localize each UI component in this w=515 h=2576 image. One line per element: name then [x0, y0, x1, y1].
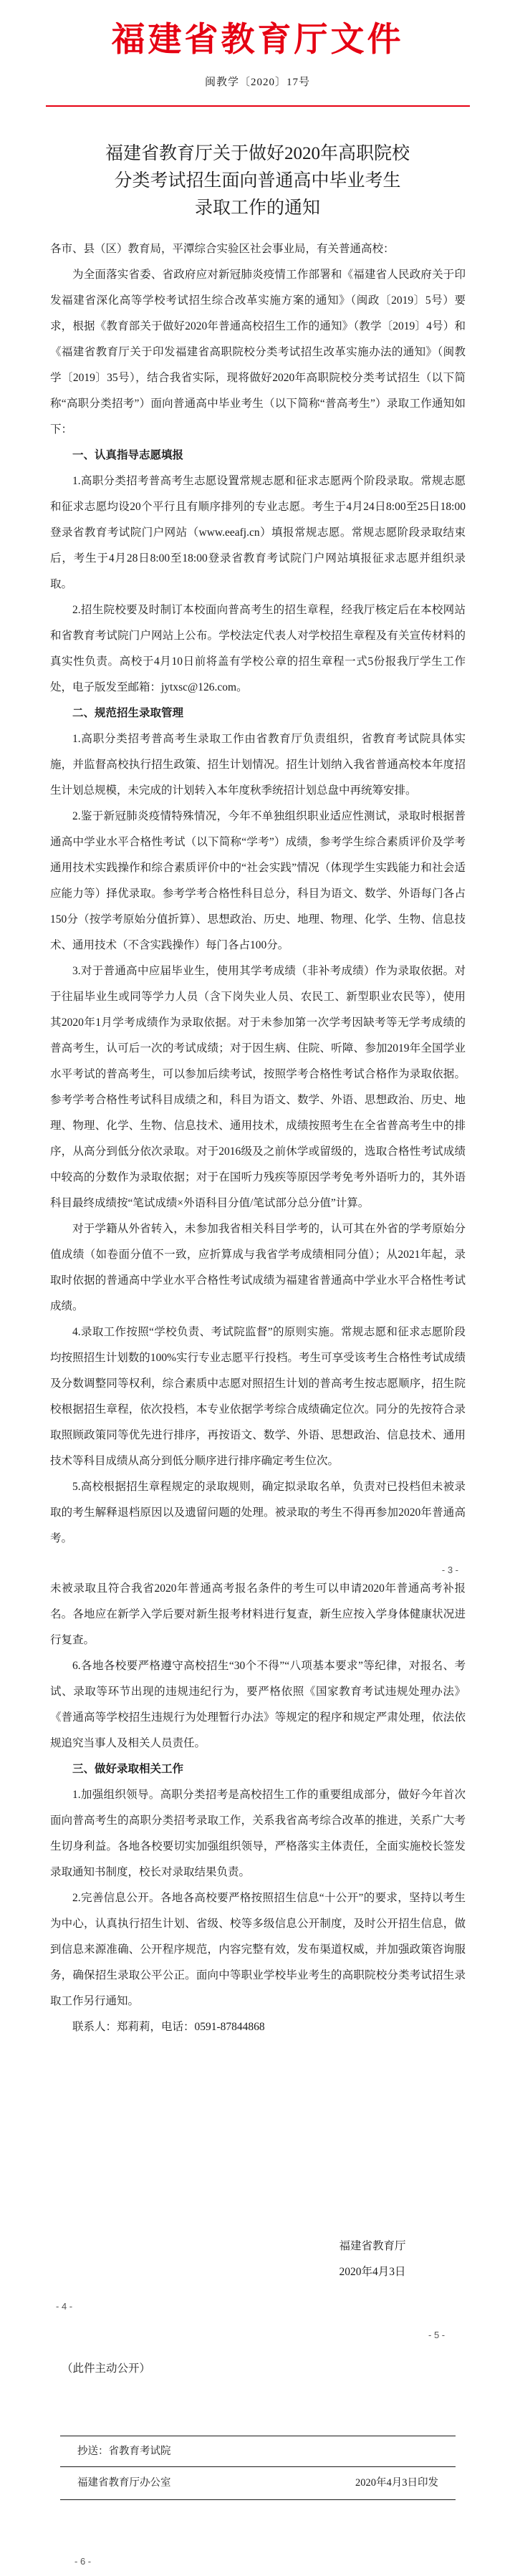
paragraph: 1.高职分类招考普高考生志愿设置常规志愿和征求志愿两个阶段录取。常规志愿和征求志愿均设20个平行且有顺序排列的专业志愿。考生于4月24日8:00至25日18:00登录省教育考试院门户网站（www.eeafj.cn）填报常规志愿。常规志愿阶段录取结束后，考生于4月28日8:00至18:00登录省教育考试院门户网站填报征求志愿并组织录取。 [50, 475, 466, 590]
doc-title: 福建省教育厅文件 [111, 20, 404, 59]
footer-cc: 抄送：省教育考试院 [77, 2446, 171, 2457]
paragraph: 3.对于普通高中应届毕业生，使用其学考成绩（非补考成绩）作为录取依据。对于往届毕业生或同等学力人员（含下岗失业人员、农民工、新型职业农民等），使用其2020年1月学考成绩作为录取依据。对于未参加第一次学考因缺考等无学考成绩的普高考生，认可后一次的考试成绩；对于因生病、住院、听障、参加2019年全国学业水平考试的普高考生，可以参加后续考试，按照学考合格性考试合格作为录取依据。参考学考合格性考试科目成绩之和，科目为语文、数学、外语、思想政治、历史、地理、物理、化学、生物、信息技术、通用技术，成绩按照考生在全省普高考生中的排序，从高分到低分依次录取。对于2016级及之前休学或留级的，选取合格性考试成绩中较高的分数作为录取依据；对于在国听力残疾等原因学考免考外语听力的，其外语科目最终成绩按“笔试成绩×外语科目分值/笔试部分总分值”计算。 [50, 965, 466, 1209]
footer-date: 2020年4月3日印发 [355, 2477, 438, 2489]
page-number: - 6 - [74, 2556, 92, 2567]
section-heading: 一、认真指导志愿填报 [72, 449, 184, 461]
doc-header [0, 0, 515, 107]
paragraph: 6.各地各校要严格遵守高校招生“30个不得”“八项基本要求”等纪律，对报名、考试、录取等环节出现的违规违纪行为，要严格依照《国家教育考试违规处理办法》《普通高等学校招生违规行为处理暂行办法》等规定的程序和规定严肃处理，依法依规追究当事人及相关人员责任。 [50, 1660, 466, 1749]
paragraph: 1.加强组织领导。高职分类招考是高校招生工作的重要组成部分，做好今年首次面向普高考生的高职分类招考录取工作，关系我省高考综合改革的推进，关系广大考生切身利益。各地各校要切实加强组织领导，严格落实主体责任，全面实施校长签发录取通知书制度，校长对录取结果负责。 [50, 1789, 466, 1878]
footer-divider [60, 2466, 456, 2467]
section-heading: 三、做好录取相关工作 [72, 1763, 184, 1775]
notice-body [50, 236, 466, 2040]
issuance-footer [60, 2436, 456, 2500]
paragraph: 未被录取且符合我省2020年普通高考报名条件的考生可以申请2020年普通高考补报名。各地应在新学入学后要对新生报考材料进行复查，新生应按入学身体健康状况进行复查。 [50, 1582, 466, 1646]
notice-title [0, 140, 515, 222]
addressee: 各市、县（区）教育局，平潭综合实验区社会事业局，有关普通高校： [50, 243, 395, 255]
page-number: - 5 - [428, 2330, 446, 2340]
doc-number: 闽教学〔2020〕17号 [204, 77, 310, 88]
paragraph: 2.完善信息公开。各地各高校要严格按照招生信息“十公开”的要求，坚持以考生为中心，认真执行招生计划、省级、校等多级信息公开制度，及时公开招生信息，做到信息来源准确、公开程序规范，内容完整有效，发布渠道权威，并加强政策咨询服务，确保招生录取公平公正。面向中等职业学校毕业考生的高职院校分类考试招生录取工作另行通知。 [50, 1892, 466, 2007]
page-number: - 4 - [56, 2301, 73, 2312]
signature-org: 福建省教育厅 [339, 2240, 406, 2252]
page-break [50, 1552, 466, 1576]
paragraph: 4.录取工作按照“学校负责、考试院监督”的原则实施。常规志愿和征求志愿阶段均按照招生计划数的100%实行专业志愿平行投档。考生可享受该考生合格性考试成绩及分数调整同等权利，综合素质中志愿对照招生计划的普高考生按志愿顺序，招生院校根据招生章程，依次投档，本专业依据学考综合成绩确定位次。同分的先按符合录取照顾政策同等优先进行排序，再按语文、数学、外语、思想政治、信息技术、通用技术等科目成绩从高分到低分顺序进行排序确定考生位次。 [50, 1326, 466, 1467]
notice-title-line: 录取工作的通知 [194, 198, 320, 218]
paragraph: 5.高校根据招生章程规定的录取规则，确定拟录取名单，负责对已投档但未被录取的考生解释退档原因以及遗留问题的处理。被录取的考生不得再参加2020年普通高考。 [50, 1481, 466, 1544]
paragraph: 2.鉴于新冠肺炎疫情特殊情况，今年不单独组织职业适应性测试，录取时根据普通高中学业水平合格性考试（以下简称“学考”）成绩，参考学生综合素质评价及学考通用技术实践操作和综合素质评价中的“社会实践”情况（体现学生实践能力和社会适应能力等）择优录取。参考学考合格性科目总分，科目为语文、数学、外语每门各占150分（按学考原始分值折算）、思想政治、历史、地理、物理、化学、生物、信息技术、通用技术（不含实践操作）每门各占100分。 [50, 810, 466, 951]
public-note: （此件主动公开） [62, 2363, 151, 2375]
paragraph: 1.高职分类招考普高考生录取工作由省教育厅负责组织，省教育考试院具体实施，并监督高校执行招生政策、招生计划情况。招生计划纳入我省普通高校本年度招生计划总规模，未完成的计划转入本年度秋季统招计划总盘中再统筹安排。 [50, 733, 466, 797]
paragraph: 对于学籍从外省转入，未参加我省相关科目学考的，认可其在外省的学考原始分值成绩（如卷面分值不一致，应折算成与我省学考成绩相同分值）；从2021年起，录取时依据的普通高中学业水平合格性考试成绩为福建省普通高中学业水平合格性考试成绩。 [50, 1223, 466, 1312]
notice-title-line: 福建省教育厅关于做好2020年高职院校 [105, 144, 410, 163]
notice-title-line: 分类考试招生面向普通高中毕业考生 [114, 171, 401, 191]
red-divider [46, 105, 470, 107]
intro-paragraph: 为全面落实省委、省政府应对新冠肺炎疫情工作部署和《福建省人民政府关于印发福建省深化高等学校考试招生综合改革实施方案的通知》（闽政〔2019〕5号）要求，根据《教育部关于做好2020年普通高校招生工作的通知》（教学〔2019〕4号）和《福建省教育厅关于印发福建省高职院校分类考试招生改革实施办法的通知》（闽教学〔2019〕35号），结合我省实际，现将做好2020年高职院校分类考试招生（以下简称“高职分类招考”）面向普通高中毕业考生（以下简称“普高考生”）录取工作通知如下： [50, 269, 466, 436]
footer-office: 福建省教育厅办公室 [77, 2477, 171, 2489]
signature-block [301, 2234, 444, 2285]
contact-line: 联系人：郑莉莉，电话：0591-87844868 [72, 2021, 265, 2033]
paragraph: 2.招生院校要及时制订本校面向普高考生的招生章程，经我厅核定后在本校网站和省教育考试院门户网站上公布。学校法定代表人对学校招生章程及有关宣传材料的真实性负责。高校于4月10日前将盖有学校公章的招生章程一式5份报我厅学生工作处，电子版发至邮箱：jytxsc@126.com。 [50, 604, 466, 693]
page-number: - 3 - [441, 1565, 458, 1575]
signature-date: 2020年4月3日 [339, 2266, 406, 2278]
section-heading: 二、规范招生录取管理 [72, 707, 184, 719]
